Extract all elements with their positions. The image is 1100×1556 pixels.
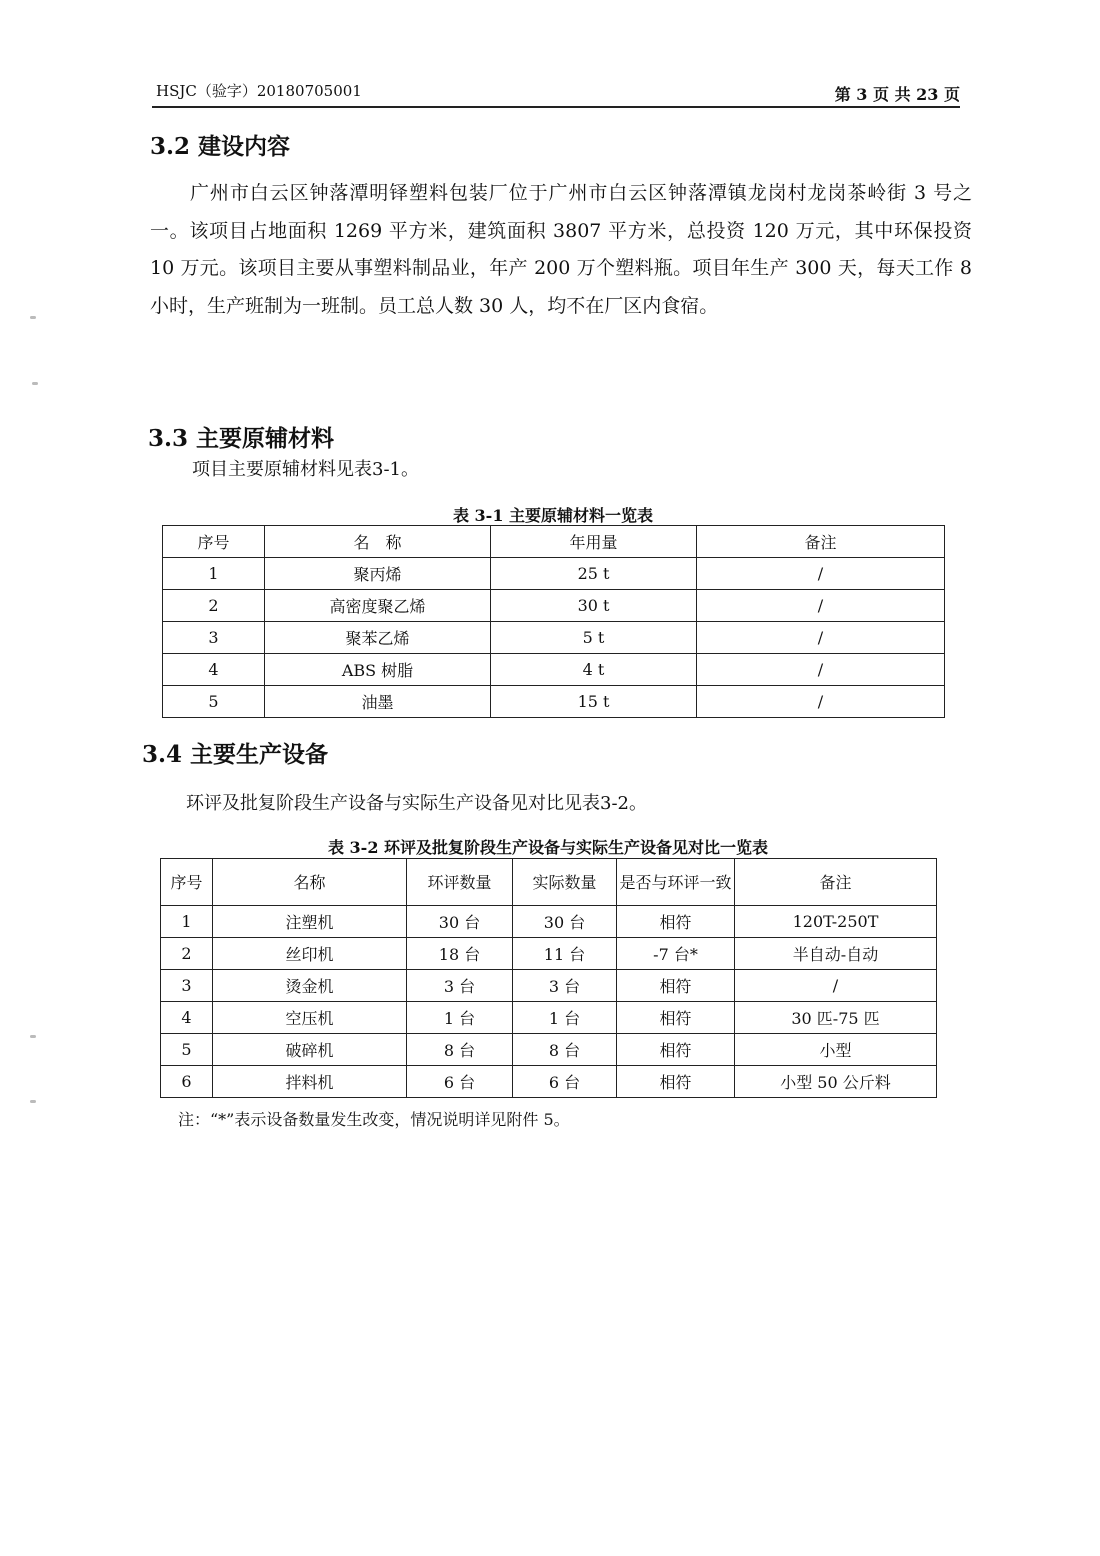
cell-remarks: 半自动-自动 <box>735 938 937 970</box>
cell-name: 空压机 <box>213 1002 407 1034</box>
col-header-name: 名称 <box>213 859 407 906</box>
cell-eia-quantity: 6 台 <box>407 1066 513 1098</box>
cell-consistency: 相符 <box>617 970 735 1002</box>
col-header-name: 名 称 <box>265 526 491 558</box>
table-header-row <box>161 859 937 906</box>
col-header-remarks: 备注 <box>735 859 937 906</box>
cell-actual-quantity: 3 台 <box>513 970 617 1002</box>
cell-index: 1 <box>163 558 265 590</box>
cell-index: 1 <box>161 906 213 938</box>
cell-annual-usage: 5 t <box>491 622 697 654</box>
cell-name: 烫金机 <box>213 970 407 1002</box>
cell-remarks: / <box>697 558 945 590</box>
section-title-3-4: 3.4 主要生产设备 <box>142 741 329 768</box>
cell-actual-quantity: 1 台 <box>513 1002 617 1034</box>
cell-name: ABS 树脂 <box>265 654 491 686</box>
cell-eia-quantity: 3 台 <box>407 970 513 1002</box>
table-2-caption: 表 3-2 环评及批复阶段生产设备与实际生产设备见对比一览表 <box>327 838 769 857</box>
cell-remarks: / <box>735 970 937 1002</box>
cell-name: 高密度聚乙烯 <box>265 590 491 622</box>
cell-consistency: 相符 <box>617 1066 735 1098</box>
scan-speck <box>32 382 38 385</box>
scan-speck <box>30 316 36 319</box>
materials-table <box>162 525 945 718</box>
table-2-note: 注：“*”表示设备数量发生改变，情况说明详见附件 5。 <box>178 1110 570 1129</box>
col-header-actual-quantity: 实际数量 <box>513 859 617 906</box>
section-title-3-3: 3.3 主要原辅材料 <box>148 425 335 452</box>
cell-eia-quantity: 30 台 <box>407 906 513 938</box>
section-intro-3-3: 项目主要原辅材料见表3-1。 <box>192 459 419 480</box>
cell-index: 5 <box>163 686 265 718</box>
cell-index: 6 <box>161 1066 213 1098</box>
table-row <box>161 906 937 938</box>
cell-eia-quantity: 18 台 <box>407 938 513 970</box>
cell-name: 破碎机 <box>213 1034 407 1066</box>
cell-remarks: 小型 50 公斤料 <box>735 1066 937 1098</box>
col-header-annual-usage: 年用量 <box>491 526 697 558</box>
table-row <box>163 558 945 590</box>
cell-remarks: / <box>697 686 945 718</box>
table-row <box>163 654 945 686</box>
cell-name: 油墨 <box>265 686 491 718</box>
table-row <box>161 970 937 1002</box>
col-header-index: 序号 <box>161 859 213 906</box>
cell-index: 2 <box>163 590 265 622</box>
cell-name: 聚苯乙烯 <box>265 622 491 654</box>
table-row <box>163 686 945 718</box>
cell-annual-usage: 15 t <box>491 686 697 718</box>
cell-name: 聚丙烯 <box>265 558 491 590</box>
cell-index: 4 <box>161 1002 213 1034</box>
cell-remarks: / <box>697 622 945 654</box>
cell-remarks: / <box>697 590 945 622</box>
scan-speck <box>30 1035 36 1038</box>
table-row <box>161 1002 937 1034</box>
cell-consistency: 相符 <box>617 1002 735 1034</box>
cell-name: 拌料机 <box>213 1066 407 1098</box>
table-row <box>161 1066 937 1098</box>
cell-remarks: 120T-250T <box>735 906 937 938</box>
section-paragraph-3-2: 广州市白云区钟落潭明铎塑料包装厂位于广州市白云区钟落潭镇龙岗村龙岗茶岭街 3 号之一。该项目占地面积 1269 平方米，建筑面积 3807 平方米，总投资 120 万元，其中环保投资 10 万元。该项目主要从事塑料制品业，年产 200 万个塑料瓶。项目年生产 300 天，每天工作 8 小时，生产班制为一班制。员工总人数 30 人，均不在厂区内食宿。 <box>150 182 972 317</box>
cell-index: 3 <box>163 622 265 654</box>
col-header-consistency: 是否与环评一致 <box>617 859 735 906</box>
cell-remarks: 30 匹-75 匹 <box>735 1002 937 1034</box>
cell-annual-usage: 4 t <box>491 654 697 686</box>
cell-remarks: / <box>697 654 945 686</box>
table-row <box>161 1034 937 1066</box>
page-number: 第 3 页 共 23 页 <box>834 85 960 104</box>
cell-index: 3 <box>161 970 213 1002</box>
section-intro-3-4: 环评及批复阶段生产设备与实际生产设备见对比见表3-2。 <box>186 793 647 814</box>
cell-actual-quantity: 8 台 <box>513 1034 617 1066</box>
table-header-row <box>163 526 945 558</box>
col-header-remarks: 备注 <box>697 526 945 558</box>
table-row <box>161 938 937 970</box>
cell-annual-usage: 25 t <box>491 558 697 590</box>
cell-consistency: -7 台* <box>617 938 735 970</box>
equipment-table <box>160 858 937 1098</box>
table-1-caption: 表 3-1 主要原辅材料一览表 <box>452 506 654 525</box>
cell-eia-quantity: 1 台 <box>407 1002 513 1034</box>
table-row <box>163 590 945 622</box>
col-header-eia-quantity: 环评数量 <box>407 859 513 906</box>
document-id: HSJC（验字）20180705001 <box>156 82 362 100</box>
cell-index: 2 <box>161 938 213 970</box>
cell-actual-quantity: 6 台 <box>513 1066 617 1098</box>
cell-actual-quantity: 30 台 <box>513 906 617 938</box>
cell-actual-quantity: 11 台 <box>513 938 617 970</box>
cell-consistency: 相符 <box>617 1034 735 1066</box>
cell-consistency: 相符 <box>617 906 735 938</box>
section-title-3-2: 3.2 建设内容 <box>150 133 291 160</box>
scan-speck <box>30 1100 36 1103</box>
table-row <box>163 622 945 654</box>
cell-index: 4 <box>163 654 265 686</box>
page-header <box>152 76 960 108</box>
cell-name: 注塑机 <box>213 906 407 938</box>
cell-name: 丝印机 <box>213 938 407 970</box>
cell-remarks: 小型 <box>735 1034 937 1066</box>
col-header-index: 序号 <box>163 526 265 558</box>
cell-index: 5 <box>161 1034 213 1066</box>
cell-annual-usage: 30 t <box>491 590 697 622</box>
cell-eia-quantity: 8 台 <box>407 1034 513 1066</box>
